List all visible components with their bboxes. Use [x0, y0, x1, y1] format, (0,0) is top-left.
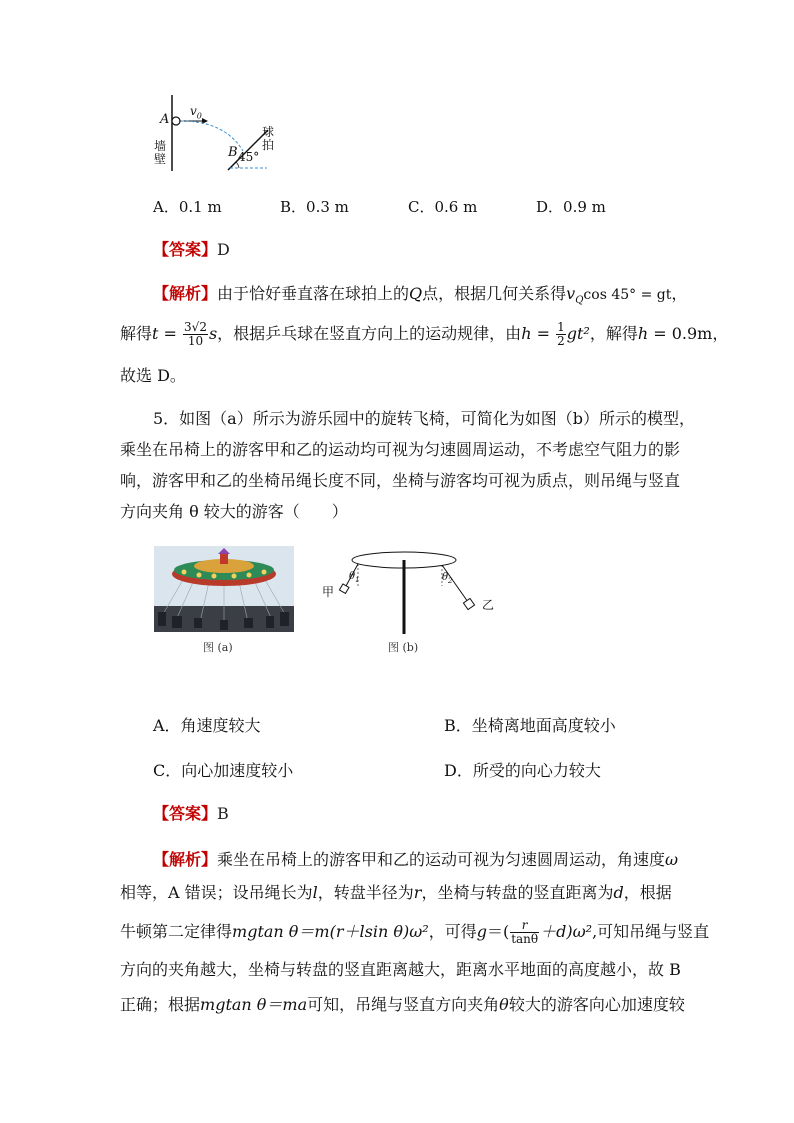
q4-analysis-text: ， — [671, 284, 688, 303]
fig-b-caption: 图 (b) — [388, 641, 419, 654]
swing-ride-photo — [154, 546, 294, 632]
q5-analysis-line-4: 方向的夹角越大，坐椅与转盘的竖直距离越大，距离水平地面的高度越小，故 B — [120, 960, 681, 979]
q4-eq-result: = 0.9m — [648, 324, 713, 343]
q5-stem-line-4: 方向夹角 θ 较大的游客（ ） — [120, 502, 348, 521]
q5-analysis-line-3 — [120, 919, 709, 946]
q4-eq-t: t — [152, 324, 159, 343]
fig1-label-racket: 球拍 — [262, 125, 275, 152]
q5-eq-g: g — [476, 922, 487, 941]
q4-eq-gt2: gt² — [566, 324, 590, 343]
q4-point-q: Q — [409, 284, 423, 303]
q4-option-b[interactable]: B．0.3 m — [280, 198, 349, 216]
q4-analysis-text: ， — [712, 324, 729, 343]
fig-a-caption: 图 (a) — [203, 641, 233, 654]
q5-eq-part: ＝( — [486, 922, 510, 941]
q4-analysis-text: 由于恰好垂直落在球拍上的 — [217, 284, 410, 303]
q5-analysis-tag: 【解析】 — [153, 850, 218, 869]
fig1-label-a: A — [160, 112, 170, 127]
q4-analysis-text: ，解得 — [589, 324, 638, 343]
q5-analysis-line-1 — [153, 850, 678, 870]
q5-eq-mg: mg — [232, 922, 258, 941]
q5-stem-line-3: 响，游客甲和乙的坐椅吊绳长度不同，坐椅与游客均可视为质点，则吊绳与竖直 — [120, 471, 681, 490]
q5-option-c[interactable]: C．向心加速度较小 — [153, 761, 294, 780]
q5-option-b[interactable]: B．坐椅离地面高度较小 — [444, 716, 616, 735]
q4-analysis-text: ，根据乒乓球在竖直方向上的运动规律，由 — [217, 324, 522, 343]
swing-ride-model — [318, 546, 498, 636]
q5-eq-part: ＋d)ω² — [540, 922, 593, 941]
fig1-label-wall: 墙壁 — [154, 139, 167, 166]
q5-analysis-text: 可知，吊绳与竖直方向夹角 — [307, 995, 500, 1014]
q5-var-r: r — [413, 883, 422, 902]
q4-option-c[interactable]: C．0.6 m — [408, 198, 478, 216]
fig-b-label-theta1: $\theta_1$ — [349, 571, 360, 584]
q5-theta: θ — [499, 995, 509, 1014]
q5-option-d[interactable]: D．所受的向心力较大 — [444, 761, 601, 780]
q5-var-l: l — [312, 883, 318, 902]
q5-analysis-text: 正确；根据 — [120, 995, 201, 1014]
q4-answer-line — [153, 240, 230, 260]
fig1-label-angle: 45° — [238, 150, 260, 164]
q4-option-a[interactable]: A．0.1 m — [153, 198, 222, 216]
q4-fraction-half: $\frac{1}{2}$ — [557, 320, 565, 348]
fig-b-label-theta2: $\theta_2$ — [442, 572, 453, 585]
q5-stem-line-1: 5．如图（a）所示为游乐园中的旋转飞椅，可简化为如图（b）所示的模型， — [153, 409, 695, 428]
q5-analysis-line-5 — [120, 995, 685, 1015]
q4-eq-sub: Q — [575, 295, 584, 307]
q5-stem-line-2: 乘坐在吊椅上的游客甲和乙的运动均可视为匀速圆周运动，不考虑空气阻力的影 — [120, 440, 681, 459]
q4-answer-value: D — [217, 240, 230, 259]
q5-var-d: d — [613, 883, 624, 902]
q5-eq-part: tan θ＝m(r＋l — [257, 922, 365, 941]
q5-answer-value: B — [217, 804, 229, 823]
q5-analysis-line-2 — [120, 883, 672, 903]
q5-analysis-text: 相等，A 错误；设吊绳长为 — [120, 883, 313, 902]
q5-analysis-text: ，转盘半径为 — [317, 883, 414, 902]
q4-eq-rest: cos 45° = gt — [583, 287, 672, 303]
fig-b-label-yi: 乙 — [482, 598, 495, 612]
q4-answer-tag: 【答案】 — [153, 240, 218, 259]
q4-eq-sign: = — [158, 324, 183, 343]
q5-analysis-text: ，坐椅与转盘的竖直距离为 — [421, 883, 614, 902]
q5-answer-tag: 【答案】 — [153, 804, 218, 823]
q5-eq-part: sin θ)ω² — [364, 922, 429, 941]
q4-option-d[interactable]: D．0.9 m — [536, 198, 606, 216]
fig1-label-b: B — [228, 145, 238, 160]
q5-analysis-text: ,可知吊绳与竖直 — [592, 922, 710, 941]
q4-analysis-text: 点，根据几何关系得 — [422, 284, 567, 303]
q5-analysis-text: 牛顿第二定律得 — [120, 922, 233, 941]
q5-eq-mg: mg — [200, 995, 226, 1014]
q4-fraction-t: $\frac{3√2}{10}$ — [184, 320, 207, 348]
q4-analysis-tag: 【解析】 — [153, 284, 218, 303]
q4-eq-h: h — [521, 324, 532, 343]
q5-analysis-text: ，根据 — [623, 883, 672, 902]
q4-analysis-line-2 — [120, 321, 728, 348]
fig1-label-v: $v_0$ — [190, 104, 202, 121]
q4-eq-h: h — [637, 324, 649, 343]
q4-eq-sign: = — [531, 324, 556, 343]
q5-omega: ω — [665, 850, 679, 869]
q5-analysis-text: 较大的游客向心加速度较 — [508, 995, 685, 1014]
q5-fraction: $\frac{r}{\tan\theta}$ — [511, 918, 539, 946]
q4-eq-v: v — [566, 284, 576, 303]
q5-analysis-text: ，可得 — [428, 922, 477, 941]
q5-answer-line — [153, 804, 229, 824]
q4-analysis-line-1 — [153, 284, 687, 311]
q4-analysis-text: 解得 — [120, 324, 153, 343]
q5-eq-part: tan θ＝ma — [225, 995, 308, 1014]
fig-b-label-jia: 甲 — [322, 585, 335, 599]
q5-analysis-text: 乘坐在吊椅上的游客甲和乙的运动可视为匀速圆周运动，角速度 — [217, 850, 666, 869]
q5-option-a[interactable]: A．角速度较大 — [153, 716, 261, 735]
q4-analysis-line-3: 故选 D。 — [120, 366, 186, 385]
q4-eq-s: s — [208, 324, 218, 343]
